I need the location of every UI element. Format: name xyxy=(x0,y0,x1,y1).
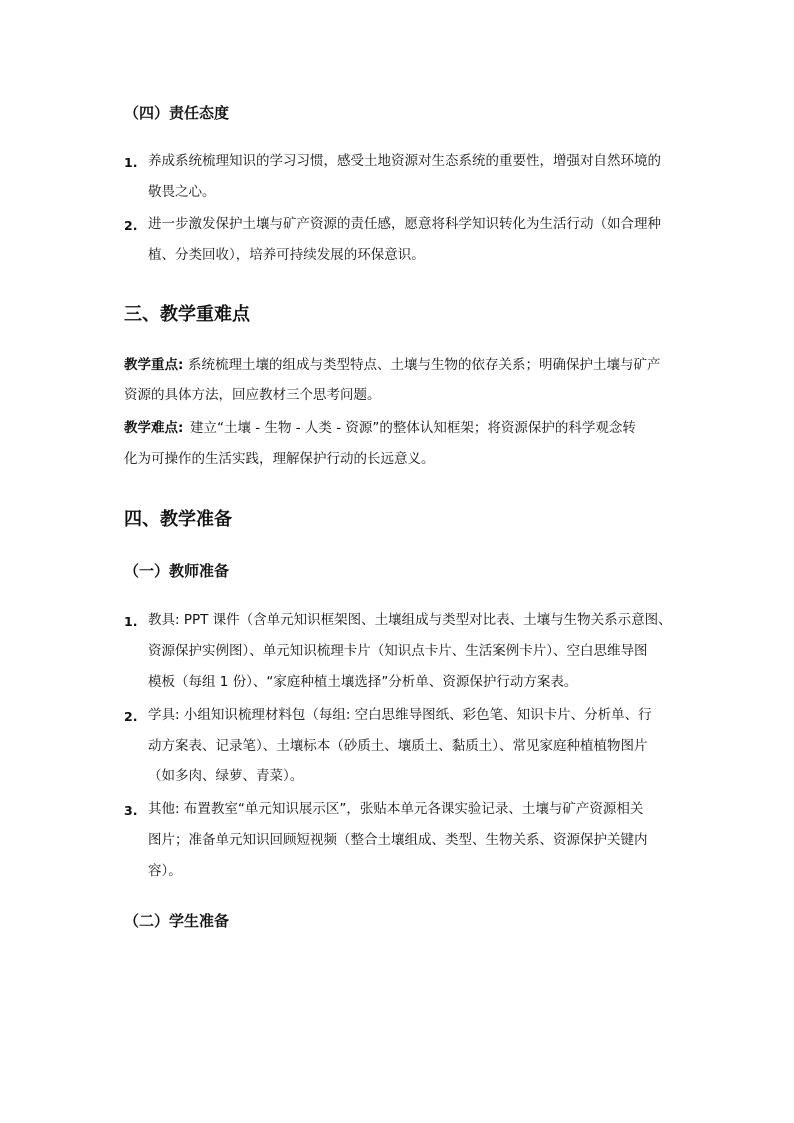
list-item-line: 养成系统梳理知识的学习习惯，感受土地资源对生态系统的重要性，增强对自然环境的 xyxy=(148,153,661,169)
key-point-text: 系统梳理土壤的组成与类型特点、土壤与生物的依存关系；明确保护土壤与矿产 xyxy=(188,357,661,373)
list-item-line: 进一步激发保护土壤与矿产资源的责任感，愿意将科学知识转化为生活行动（如合理种 xyxy=(148,216,661,232)
section-heading-attitude: （四）责任态度 xyxy=(124,104,230,122)
list-item-line: （如多肉、绿萝、青菜）。 xyxy=(148,768,304,784)
list-number: 2. xyxy=(124,709,138,724)
subsection-heading-teacher: （一）教师准备 xyxy=(124,562,230,580)
list-item-line: 模板（每组 1 份）、“家庭种植土壤选择”分析单、资源保护行动方案表。 xyxy=(148,674,578,690)
list-number: 3. xyxy=(124,803,138,818)
section-heading-preparation: 四、教学准备 xyxy=(124,509,232,530)
difficulty-text: 建立“土壤 - 生物 - 人类 - 资源”的整体认知框架；将资源保护的科学观念转 xyxy=(190,420,636,436)
difficulty-label: 教学难点: xyxy=(124,420,184,436)
key-point-label: 教学重点: xyxy=(124,357,184,373)
list-item-line: 资源保护实例图）、单元知识梳理卡片（知识点卡片、生活案例卡片）、空白思维导图 xyxy=(148,643,648,659)
list-number: 1. xyxy=(124,614,138,629)
list-item-line: 植、分类回收），培养可持续发展的环保意识。 xyxy=(148,247,425,263)
section-heading-key-points: 三、教学重难点 xyxy=(124,304,250,325)
list-item-line: 教具: PPT 课件（含单元知识框架图、土壤组成与类型对比表、土壤与生物关系示意图、 xyxy=(148,612,672,628)
list-item-line: 敬畏之心。 xyxy=(148,184,216,200)
difficulty-text: 化为可操作的生活实践，理解保护行动的长远意义。 xyxy=(124,451,435,467)
list-item-line: 学具: 小组知识梳理材料包（每组: 空白思维导图纸、彩色笔、知识卡片、分析单、行 xyxy=(148,707,652,723)
list-number: 1. xyxy=(124,155,138,170)
list-item-line: 容）。 xyxy=(148,863,182,879)
list-item-line: 图片；准备单元知识回顾短视频（整合土壤组成、类型、生物关系、资源保护关键内 xyxy=(148,832,648,848)
list-number: 2. xyxy=(124,218,138,233)
subsection-heading-student: （二）学生准备 xyxy=(124,912,230,930)
list-item-line: 其他: 布置教室“单元知识展示区”，张贴本单元各课实验记录、土壤与矿产资源相关 xyxy=(148,801,644,817)
list-item-line: 动方案表、记录笔）、土壤标本（砂质土、壤质土、黏质土）、常见家庭种植植物图片 xyxy=(148,738,648,754)
key-point-text: 资源的具体方法，回应教材三个思考问题。 xyxy=(124,387,381,403)
